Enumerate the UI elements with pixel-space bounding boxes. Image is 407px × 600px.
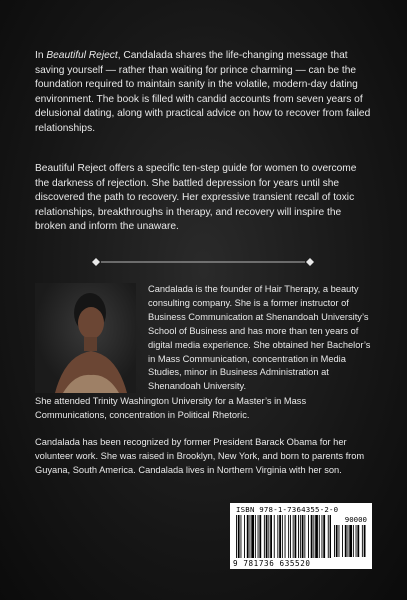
barcode-bar — [236, 515, 237, 558]
barcode-bar — [285, 515, 286, 558]
barcode-bar — [323, 515, 325, 558]
barcode-bar — [356, 525, 357, 557]
barcode-bar — [364, 525, 366, 557]
barcode-bars — [236, 515, 331, 558]
barcode-bar — [336, 525, 338, 557]
barcode-bar — [264, 515, 265, 558]
barcode-bar — [300, 515, 301, 558]
barcode-bar — [293, 515, 294, 558]
barcode-bar — [255, 515, 256, 558]
barcode-bar — [348, 525, 349, 557]
author-bio-continued: She attended Trinity Washington University for a Master’s in Mass Communications, concentration in Political Rhetoric. — [35, 396, 307, 420]
barcode-bar — [290, 515, 291, 558]
barcode-bar — [334, 525, 335, 557]
barcode-bar — [298, 515, 299, 558]
barcode-bar — [241, 515, 242, 558]
barcode-bar — [353, 525, 354, 557]
barcode-bar — [349, 525, 352, 557]
ean-digits: 9 781736 635520 — [233, 559, 311, 568]
barcode-bar — [238, 515, 240, 558]
barcode-bar — [266, 515, 268, 558]
barcode-bar — [322, 515, 323, 558]
barcode-bar — [342, 525, 343, 557]
barcode-bar — [277, 515, 278, 558]
barcode-bar — [268, 515, 269, 558]
barcode-bar — [311, 515, 313, 558]
author-bio: Candalada is the founder of Hair Therapy, a beauty consulting company. She is a former instructor of Business Communication at Shenandoah University’s School of Business and has more than ten years of digital media experience. She obtained her Bachelor’s in Mass Communication, concentration in Media Studies, minor in Business Administration at Shenandoah University. — [148, 284, 371, 392]
barcode-bar — [259, 515, 261, 558]
intro-paragraph — [35, 49, 373, 137]
barcode-bar — [313, 515, 314, 558]
author-photo — [35, 283, 136, 393]
barcode-bar — [308, 515, 309, 558]
barcode-bar — [251, 515, 254, 558]
barcode-bar — [302, 515, 304, 558]
price-code: 90000 — [344, 515, 367, 524]
barcode-bar — [274, 515, 275, 558]
barcode-bar — [345, 525, 347, 557]
barcode-bar — [250, 515, 251, 558]
barcode-bar — [247, 515, 249, 558]
barcode-bar — [357, 525, 359, 557]
barcode-bar — [282, 515, 283, 558]
barcode-bar — [244, 515, 245, 558]
isbn-barcode — [230, 503, 372, 569]
barcode-bar — [304, 515, 305, 558]
barcode-bar — [315, 515, 318, 558]
barcode-bar — [330, 515, 331, 558]
barcode-bar — [270, 515, 272, 558]
barcode-bar — [319, 515, 320, 558]
intro-rest: , Candalada shares the life-changing message that saving yourself — rather than waiting for prince charming — can be the foundation required to maintain sanity in the volatile, modern-day dating environment. The book is filled with candid accounts from seven years of delusional dating, along with practical advice on how to recover from failed relationships. — [35, 50, 371, 134]
barcode-bar — [295, 515, 297, 558]
barcode-bar — [279, 515, 281, 558]
intro-lead: In — [35, 50, 47, 61]
addon-bars — [334, 525, 366, 557]
barcode-bar — [288, 515, 289, 558]
barcode-bar — [328, 515, 329, 558]
ornamental-divider — [92, 257, 314, 267]
barcode-bar — [362, 525, 363, 557]
isbn-number: ISBN 978-1-7364355-2-0 — [236, 505, 339, 514]
guide-paragraph: Beautiful Reject offers a specific ten-step guide for women to overcome the darkness of rejection. She battled depression for years until she discovered the path to recovery. Her expressive transient recall of toxic relationships, breakthroughs in therapy, and recovery will inspire the broken and inform the unaware. — [35, 163, 357, 233]
author-closing-paragraph: Candalada has been recognized by former President Barack Obama for her volunteer work. She was raised in Brooklyn, New York, and born to parents from Guyana, South America. Candalada lives in Northern Virginia with her son. — [35, 437, 365, 475]
barcode-bar — [258, 515, 259, 558]
book-title: Beautiful Reject — [46, 50, 118, 61]
barcode-bar — [339, 525, 340, 557]
